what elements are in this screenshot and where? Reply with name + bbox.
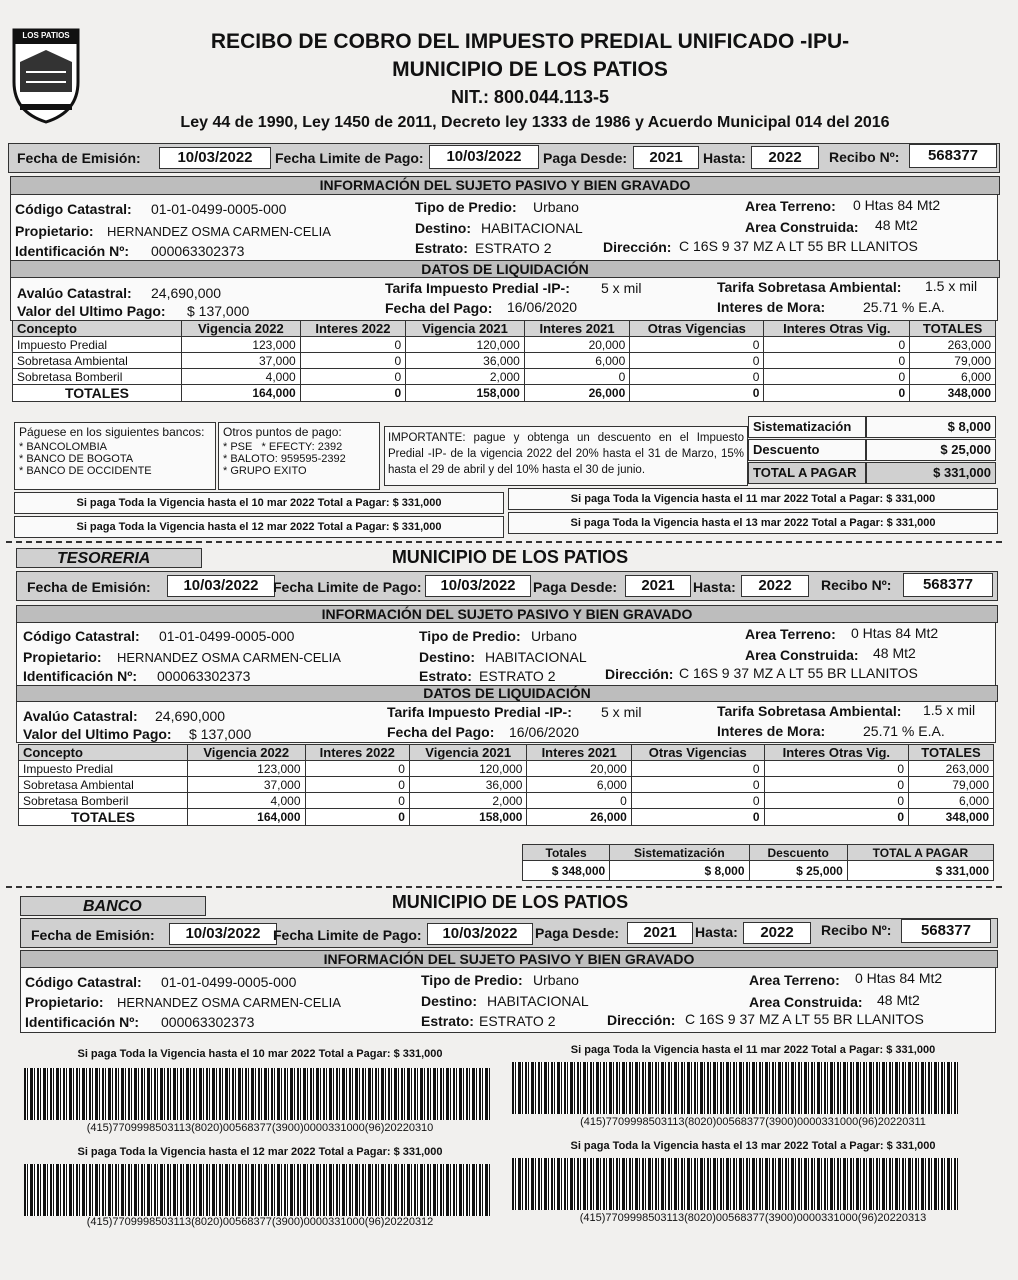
banco-muni: MUNICIPIO DE LOS PATIOS bbox=[391, 892, 629, 912]
mora-label: Interes de Mora: bbox=[717, 723, 826, 739]
banco-item: * BANCO DE OCCIDENTE bbox=[19, 465, 152, 477]
liquidacion-table bbox=[12, 320, 996, 402]
sist-label: Sistematización bbox=[748, 416, 866, 438]
prop-value: HERNANDEZ OSMA CARMEN-CELIA bbox=[117, 650, 341, 665]
table-cell: 0 bbox=[305, 777, 409, 793]
codigo-label: Código Catastral: bbox=[25, 974, 142, 990]
table-cell: 348,000 bbox=[910, 385, 996, 402]
table-cell: 2,000 bbox=[406, 369, 525, 385]
opcion-13mar: Si paga Toda la Vigencia hasta el 13 mar 2022 Total a Pagar: $ 331,000 bbox=[508, 512, 998, 534]
banco-item: * BANCOLOMBIA bbox=[19, 441, 108, 453]
desc-label: Descuento bbox=[748, 439, 866, 461]
construida-label: Area Construida: bbox=[745, 219, 859, 235]
meta-row-3 bbox=[20, 918, 998, 948]
dir-label: Dirección: bbox=[607, 1012, 676, 1028]
barcode-caption-13mar: Si paga Toda la Vigencia hasta el 13 mar 2022 Total a Pagar: $ 331,000 bbox=[570, 1140, 936, 1152]
desde-label: Paga Desde: bbox=[533, 579, 618, 595]
liquidacion-box-2 bbox=[16, 701, 996, 743]
hasta-value: 2022 bbox=[751, 146, 819, 169]
mora-label: Interes de Mora: bbox=[717, 299, 826, 315]
avaluo-label: Avalúo Catastral: bbox=[17, 285, 132, 301]
recibo-label: Recibo Nº: bbox=[821, 922, 892, 938]
construida-value: 48 Mt2 bbox=[873, 645, 916, 661]
tipo-value: Urbano bbox=[531, 628, 577, 644]
otros-baloto: * BALOTO: 959595-2392 bbox=[223, 453, 346, 465]
table-cell: 0 bbox=[764, 337, 910, 353]
cut-line bbox=[6, 541, 1002, 543]
desde-value: 2021 bbox=[625, 575, 691, 597]
col-header: Interes Otras Vig. bbox=[764, 321, 910, 337]
sujeto-header-2: INFORMACIÓN DEL SUJETO PASIVO Y BIEN GRAVADO bbox=[16, 605, 998, 623]
dir-label: Dirección: bbox=[605, 666, 674, 682]
emision-label: Fecha de Emisión: bbox=[27, 579, 151, 595]
codigo-label: Código Catastral: bbox=[15, 201, 132, 217]
table-cell: 0 bbox=[764, 777, 908, 793]
col-header: Vigencia 2022 bbox=[182, 321, 301, 337]
sobretasa-value: 1.5 x mil bbox=[923, 702, 976, 718]
terreno-label: Area Terreno: bbox=[745, 626, 836, 642]
table-header-row bbox=[19, 745, 994, 761]
emision-value: 10/03/2022 bbox=[159, 147, 271, 169]
id-label: Identificación Nº: bbox=[25, 1014, 140, 1030]
desde-value: 2021 bbox=[627, 922, 693, 944]
col-header: Interes 2021 bbox=[527, 745, 631, 761]
table-cell: 0 bbox=[631, 761, 764, 777]
table-cell: 36,000 bbox=[406, 353, 525, 369]
recibo-value: 568377 bbox=[903, 573, 993, 597]
codigo-value: 01-01-0499-0005-000 bbox=[151, 201, 287, 217]
resumen-h: Descuento bbox=[749, 845, 847, 861]
construida-label: Area Construida: bbox=[749, 994, 863, 1010]
id-value: 000063302373 bbox=[157, 668, 251, 684]
prop-label: Propietario: bbox=[23, 649, 102, 665]
hasta-value: 2022 bbox=[743, 922, 811, 944]
sujeto-header-3: INFORMACIÓN DEL SUJETO PASIVO Y BIEN GRAVADO bbox=[20, 950, 998, 968]
resumen-h: Sistematización bbox=[610, 845, 749, 861]
table-row bbox=[13, 353, 996, 369]
table-cell: 0 bbox=[300, 337, 405, 353]
ultimo-label: Valor del Ultimo Pago: bbox=[17, 303, 166, 319]
ultimo-value: $ 137,000 bbox=[189, 726, 252, 742]
avaluo-label: Avalúo Catastral: bbox=[23, 708, 138, 724]
table-cell: 158,000 bbox=[406, 385, 525, 402]
col-header: TOTALES bbox=[910, 321, 996, 337]
limite-value: 10/03/2022 bbox=[427, 923, 533, 945]
sujeto-box-3 bbox=[20, 967, 996, 1033]
tarifa-label: Tarifa Impuesto Predial -IP-: bbox=[385, 280, 570, 296]
barcode-12mar bbox=[24, 1164, 490, 1216]
table-cell: 0 bbox=[630, 385, 764, 402]
table-cell: 4,000 bbox=[188, 793, 306, 809]
resumen-h: Totales bbox=[523, 845, 610, 861]
liquidacion-box bbox=[10, 277, 998, 321]
resumen-table-2 bbox=[522, 844, 994, 881]
title-line1: RECIBO DE COBRO DEL IMPUESTO PREDIAL UNIFICADO -IPU- bbox=[210, 30, 850, 53]
barcode-caption-10mar: Si paga Toda la Vigencia hasta el 10 mar 2022 Total a Pagar: $ 331,000 bbox=[77, 1048, 443, 1060]
sujeto-box-2 bbox=[16, 622, 996, 686]
table-cell: 0 bbox=[527, 793, 631, 809]
barcode-caption-11mar: Si paga Toda la Vigencia hasta el 11 mar 2022 Total a Pagar: $ 331,000 bbox=[570, 1044, 936, 1056]
destino-value: HABITACIONAL bbox=[487, 993, 589, 1009]
estrato-label: Estrato: bbox=[415, 240, 468, 256]
table-cell: 20,000 bbox=[527, 761, 631, 777]
table-cell: 0 bbox=[764, 353, 910, 369]
terreno-label: Area Terreno: bbox=[749, 972, 840, 988]
barcode-text-12mar: (415)7709998503113(8020)00568377(3900)0000331000(96)20220312 bbox=[86, 1216, 434, 1228]
table-cell: TOTALES bbox=[13, 385, 182, 402]
barcode-text-11mar: (415)7709998503113(8020)00568377(3900)0000331000(96)20220311 bbox=[580, 1116, 926, 1128]
sobretasa-label: Tarifa Sobretasa Ambiental: bbox=[717, 703, 902, 719]
col-header: Interes 2022 bbox=[300, 321, 405, 337]
id-value: 000063302373 bbox=[161, 1014, 255, 1030]
table-totals-row bbox=[19, 809, 994, 826]
sobretasa-value: 1.5 x mil bbox=[925, 278, 978, 294]
table-cell: 6,000 bbox=[910, 369, 996, 385]
sujeto-box bbox=[10, 194, 998, 262]
col-header: Otras Vigencias bbox=[631, 745, 764, 761]
resumen-v: $ 25,000 bbox=[749, 861, 847, 881]
limite-label: Fecha Limite de Pago: bbox=[273, 579, 422, 595]
tipo-value: Urbano bbox=[533, 199, 579, 215]
dir-value: C 16S 9 37 MZ A LT 55 BR LLANITOS bbox=[679, 238, 918, 254]
codigo-value: 01-01-0499-0005-000 bbox=[161, 974, 297, 990]
table-cell: 0 bbox=[630, 369, 764, 385]
prop-value: HERNANDEZ OSMA CARMEN-CELIA bbox=[107, 224, 331, 239]
table-cell: 263,000 bbox=[910, 337, 996, 353]
municipal-logo bbox=[10, 22, 82, 127]
banco-label: BANCO bbox=[20, 896, 206, 916]
mora-value: 25.71 % E.A. bbox=[863, 299, 945, 315]
table-cell: 0 bbox=[305, 809, 409, 826]
prop-label: Propietario: bbox=[15, 223, 94, 239]
table-cell: 120,000 bbox=[409, 761, 527, 777]
table-cell: 79,000 bbox=[910, 353, 996, 369]
col-header: Concepto bbox=[19, 745, 188, 761]
col-header: Vigencia 2021 bbox=[406, 321, 525, 337]
hasta-label: Hasta: bbox=[695, 924, 738, 940]
table-cell: 0 bbox=[631, 809, 764, 826]
tesoreria-label: TESORERIA bbox=[16, 548, 202, 568]
terreno-value: 0 Htas 84 Mt2 bbox=[855, 970, 943, 986]
table-cell: 0 bbox=[524, 369, 629, 385]
id-label: Identificación Nº: bbox=[15, 243, 130, 259]
col-header: TOTALES bbox=[909, 745, 994, 761]
tipo-label: Tipo de Predio: bbox=[415, 199, 517, 215]
recibo-label: Recibo Nº: bbox=[829, 149, 900, 165]
liquidacion-header: DATOS DE LIQUIDACIÓN bbox=[10, 260, 1000, 278]
table-cell: 4,000 bbox=[182, 369, 301, 385]
fecha-pago-label: Fecha del Pago: bbox=[385, 300, 493, 316]
terreno-value: 0 Htas 84 Mt2 bbox=[853, 197, 941, 213]
table-cell: 0 bbox=[764, 385, 910, 402]
barcode-11mar bbox=[512, 1062, 958, 1114]
resumen-h: TOTAL A PAGAR bbox=[847, 845, 993, 861]
table-cell: Impuesto Predial bbox=[13, 337, 182, 353]
fecha-pago-value: 16/06/2020 bbox=[509, 724, 580, 740]
table-cell: 6,000 bbox=[524, 353, 629, 369]
tarifa-label: Tarifa Impuesto Predial -IP-: bbox=[387, 704, 572, 720]
logo-text: LOS PATIOS bbox=[22, 31, 70, 40]
cut-line-2 bbox=[6, 886, 1002, 888]
table-row bbox=[19, 793, 994, 809]
emision-label: Fecha de Emisión: bbox=[17, 150, 141, 166]
table-cell: 2,000 bbox=[409, 793, 527, 809]
table-cell: 20,000 bbox=[524, 337, 629, 353]
hasta-label: Hasta: bbox=[703, 150, 746, 166]
destino-value: HABITACIONAL bbox=[481, 220, 583, 236]
otros-puntos-box bbox=[218, 422, 380, 490]
terreno-value: 0 Htas 84 Mt2 bbox=[851, 625, 939, 641]
construida-value: 48 Mt2 bbox=[877, 992, 920, 1008]
prop-value: HERNANDEZ OSMA CARMEN-CELIA bbox=[117, 995, 341, 1010]
table-cell: Sobretasa Ambiental bbox=[13, 353, 182, 369]
table-cell: 263,000 bbox=[909, 761, 994, 777]
table-cell: Sobretasa Bomberil bbox=[13, 369, 182, 385]
destino-value: HABITACIONAL bbox=[485, 649, 587, 665]
title-line2: MUNICIPIO DE LOS PATIOS bbox=[392, 58, 668, 81]
banco-item: * BANCO DE BOGOTA bbox=[19, 453, 134, 465]
hasta-label: Hasta: bbox=[693, 579, 736, 595]
table-cell: 0 bbox=[300, 353, 405, 369]
codigo-label: Código Catastral: bbox=[23, 628, 140, 644]
dir-value: C 16S 9 37 MZ A LT 55 BR LLANITOS bbox=[685, 1011, 924, 1027]
meta-row-2 bbox=[16, 571, 998, 601]
table-cell: 0 bbox=[300, 385, 405, 402]
limite-label: Fecha Limite de Pago: bbox=[273, 927, 422, 943]
table-cell: 0 bbox=[764, 761, 908, 777]
construida-value: 48 Mt2 bbox=[875, 217, 918, 233]
tipo-label: Tipo de Predio: bbox=[419, 628, 521, 644]
meta-row bbox=[8, 143, 1000, 173]
bancos-title: Páguese en los siguientes bancos: bbox=[19, 425, 205, 439]
destino-label: Destino: bbox=[415, 220, 471, 236]
table-cell: 37,000 bbox=[188, 777, 306, 793]
id-label: Identificación Nº: bbox=[23, 668, 138, 684]
emision-value: 10/03/2022 bbox=[169, 923, 277, 945]
barcode-text-13mar: (415)7709998503113(8020)00568377(3900)0000331000(96)20220313 bbox=[579, 1212, 927, 1224]
avaluo-value: 24,690,000 bbox=[151, 285, 222, 301]
emision-label: Fecha de Emisión: bbox=[31, 927, 155, 943]
estrato-value: ESTRATO 2 bbox=[475, 240, 552, 256]
table-cell: 6,000 bbox=[527, 777, 631, 793]
hasta-value: 2022 bbox=[741, 575, 809, 597]
col-header: Interes Otras Vig. bbox=[764, 745, 908, 761]
table-header-row bbox=[13, 321, 996, 337]
table-cell: 120,000 bbox=[406, 337, 525, 353]
table-row bbox=[13, 369, 996, 385]
avaluo-value: 24,690,000 bbox=[155, 708, 226, 724]
opcion-11mar: Si paga Toda la Vigencia hasta el 11 mar 2022 Total a Pagar: $ 331,000 bbox=[508, 488, 998, 510]
limite-value: 10/03/2022 bbox=[429, 145, 539, 169]
opcion-10mar: Si paga Toda la Vigencia hasta el 10 mar 2022 Total a Pagar: $ 331,000 bbox=[14, 492, 504, 514]
table-cell: 158,000 bbox=[409, 809, 527, 826]
col-header: Otras Vigencias bbox=[630, 321, 764, 337]
fecha-pago-label: Fecha del Pago: bbox=[387, 724, 495, 740]
estrato-label: Estrato: bbox=[419, 668, 472, 684]
resumen-v: $ 348,000 bbox=[523, 861, 610, 881]
dir-value: C 16S 9 37 MZ A LT 55 BR LLANITOS bbox=[679, 665, 918, 681]
destino-label: Destino: bbox=[421, 993, 477, 1009]
estrato-value: ESTRATO 2 bbox=[479, 1013, 556, 1029]
table-cell: 0 bbox=[764, 369, 910, 385]
recibo-value: 568377 bbox=[909, 144, 997, 168]
table-totals-row bbox=[13, 385, 996, 402]
table-row bbox=[19, 761, 994, 777]
liquidacion-table-2 bbox=[18, 744, 994, 826]
recibo-value: 568377 bbox=[901, 919, 991, 943]
col-header: Concepto bbox=[13, 321, 182, 337]
table-cell: 26,000 bbox=[524, 385, 629, 402]
limite-value: 10/03/2022 bbox=[425, 575, 531, 597]
table-cell: Sobretasa Bomberil bbox=[19, 793, 188, 809]
otros-pse: * PSE bbox=[223, 441, 253, 453]
sujeto-header: INFORMACIÓN DEL SUJETO PASIVO Y BIEN GRAVADO bbox=[10, 176, 1000, 195]
table-cell: 26,000 bbox=[527, 809, 631, 826]
table-cell: 0 bbox=[300, 369, 405, 385]
barcode-13mar bbox=[512, 1158, 958, 1210]
table-cell: 164,000 bbox=[188, 809, 306, 826]
col-header: Interes 2021 bbox=[524, 321, 629, 337]
desde-value: 2021 bbox=[633, 146, 699, 169]
codigo-value: 01-01-0499-0005-000 bbox=[159, 628, 295, 644]
desde-label: Paga Desde: bbox=[543, 150, 628, 166]
table-cell: 123,000 bbox=[182, 337, 301, 353]
mora-value: 25.71 % E.A. bbox=[863, 723, 945, 739]
tipo-value: Urbano bbox=[533, 972, 579, 988]
table-cell: 0 bbox=[764, 809, 908, 826]
ultimo-label: Valor del Ultimo Pago: bbox=[23, 726, 172, 742]
tarifa-value: 5 x mil bbox=[601, 280, 642, 296]
barcode-caption-12mar: Si paga Toda la Vigencia hasta el 12 mar 2022 Total a Pagar: $ 331,000 bbox=[77, 1146, 443, 1158]
construida-label: Area Construida: bbox=[745, 647, 859, 663]
resumen-v: $ 8,000 bbox=[610, 861, 749, 881]
total-value: $ 331,000 bbox=[866, 462, 996, 484]
otros-title: Otros puntos de pago: bbox=[223, 425, 342, 439]
table-cell: 0 bbox=[631, 793, 764, 809]
table-cell: 6,000 bbox=[909, 793, 994, 809]
col-header: Interes 2022 bbox=[305, 745, 409, 761]
table-cell: 348,000 bbox=[909, 809, 994, 826]
destino-label: Destino: bbox=[419, 649, 475, 665]
col-header: Vigencia 2022 bbox=[188, 745, 306, 761]
table-cell: 0 bbox=[631, 777, 764, 793]
otros-efecty: * EFECTY: 2392 bbox=[261, 441, 343, 453]
tarifa-value: 5 x mil bbox=[601, 704, 642, 720]
fecha-pago-value: 16/06/2020 bbox=[507, 299, 578, 315]
table-cell: 0 bbox=[764, 793, 908, 809]
table-cell: 79,000 bbox=[909, 777, 994, 793]
terreno-label: Area Terreno: bbox=[745, 198, 836, 214]
table-cell: 0 bbox=[305, 761, 409, 777]
col-header: Vigencia 2021 bbox=[409, 745, 527, 761]
otros-exito: * GRUPO EXITO bbox=[223, 465, 307, 477]
table-cell: 37,000 bbox=[182, 353, 301, 369]
desde-label: Paga Desde: bbox=[535, 925, 620, 941]
desc-value: $ 25,000 bbox=[866, 439, 996, 461]
table-cell: Impuesto Predial bbox=[19, 761, 188, 777]
table-cell: 0 bbox=[630, 337, 764, 353]
nit: NIT.: 800.044.113-5 bbox=[450, 87, 610, 107]
barcode-text-10mar: (415)7709998503113(8020)00568377(3900)0000331000(96)20220310 bbox=[86, 1122, 434, 1134]
barcode-10mar bbox=[24, 1068, 490, 1120]
resumen-box bbox=[748, 416, 996, 484]
table-cell: 0 bbox=[630, 353, 764, 369]
tesoreria-muni: MUNICIPIO DE LOS PATIOS bbox=[391, 547, 629, 567]
table-cell: TOTALES bbox=[19, 809, 188, 826]
recibo-label: Recibo Nº: bbox=[821, 577, 892, 593]
table-row bbox=[19, 777, 994, 793]
estrato-value: ESTRATO 2 bbox=[479, 668, 556, 684]
opcion-12mar: Si paga Toda la Vigencia hasta el 12 mar 2022 Total a Pagar: $ 331,000 bbox=[14, 516, 504, 538]
total-label: TOTAL A PAGAR bbox=[748, 462, 866, 484]
liquidacion-header-2: DATOS DE LIQUIDACIÓN bbox=[16, 685, 998, 702]
table-cell: 0 bbox=[305, 793, 409, 809]
law-text: Ley 44 de 1990, Ley 1450 de 2011, Decreto ley 1333 de 1986 y Acuerdo Municipal 014 del 2016 bbox=[180, 114, 890, 131]
id-value: 000063302373 bbox=[151, 243, 245, 259]
resumen-v: $ 331,000 bbox=[847, 861, 993, 881]
prop-label: Propietario: bbox=[25, 994, 104, 1010]
limite-label: Fecha Limite de Pago: bbox=[275, 150, 424, 166]
sobretasa-label: Tarifa Sobretasa Ambiental: bbox=[717, 279, 902, 295]
table-cell: Sobretasa Ambiental bbox=[19, 777, 188, 793]
dir-label: Dirección: bbox=[603, 239, 672, 255]
estrato-label: Estrato: bbox=[421, 1013, 474, 1029]
table-cell: 36,000 bbox=[409, 777, 527, 793]
sist-value: $ 8,000 bbox=[866, 416, 996, 438]
tipo-label: Tipo de Predio: bbox=[421, 972, 523, 988]
table-row bbox=[13, 337, 996, 353]
ultimo-value: $ 137,000 bbox=[187, 303, 250, 319]
bancos-box bbox=[14, 422, 216, 490]
importante-note: IMPORTANTE: pague y obtenga un descuento en el Impuesto Predial -IP- de la vigencia 2022 del 20% hasta el 31 de Marzo, 15% hasta el 29 de abril y del 10% hasta el 30 de junio. bbox=[384, 426, 748, 486]
table-cell: 164,000 bbox=[182, 385, 301, 402]
table-cell: 123,000 bbox=[188, 761, 306, 777]
emision-value: 10/03/2022 bbox=[167, 575, 275, 597]
